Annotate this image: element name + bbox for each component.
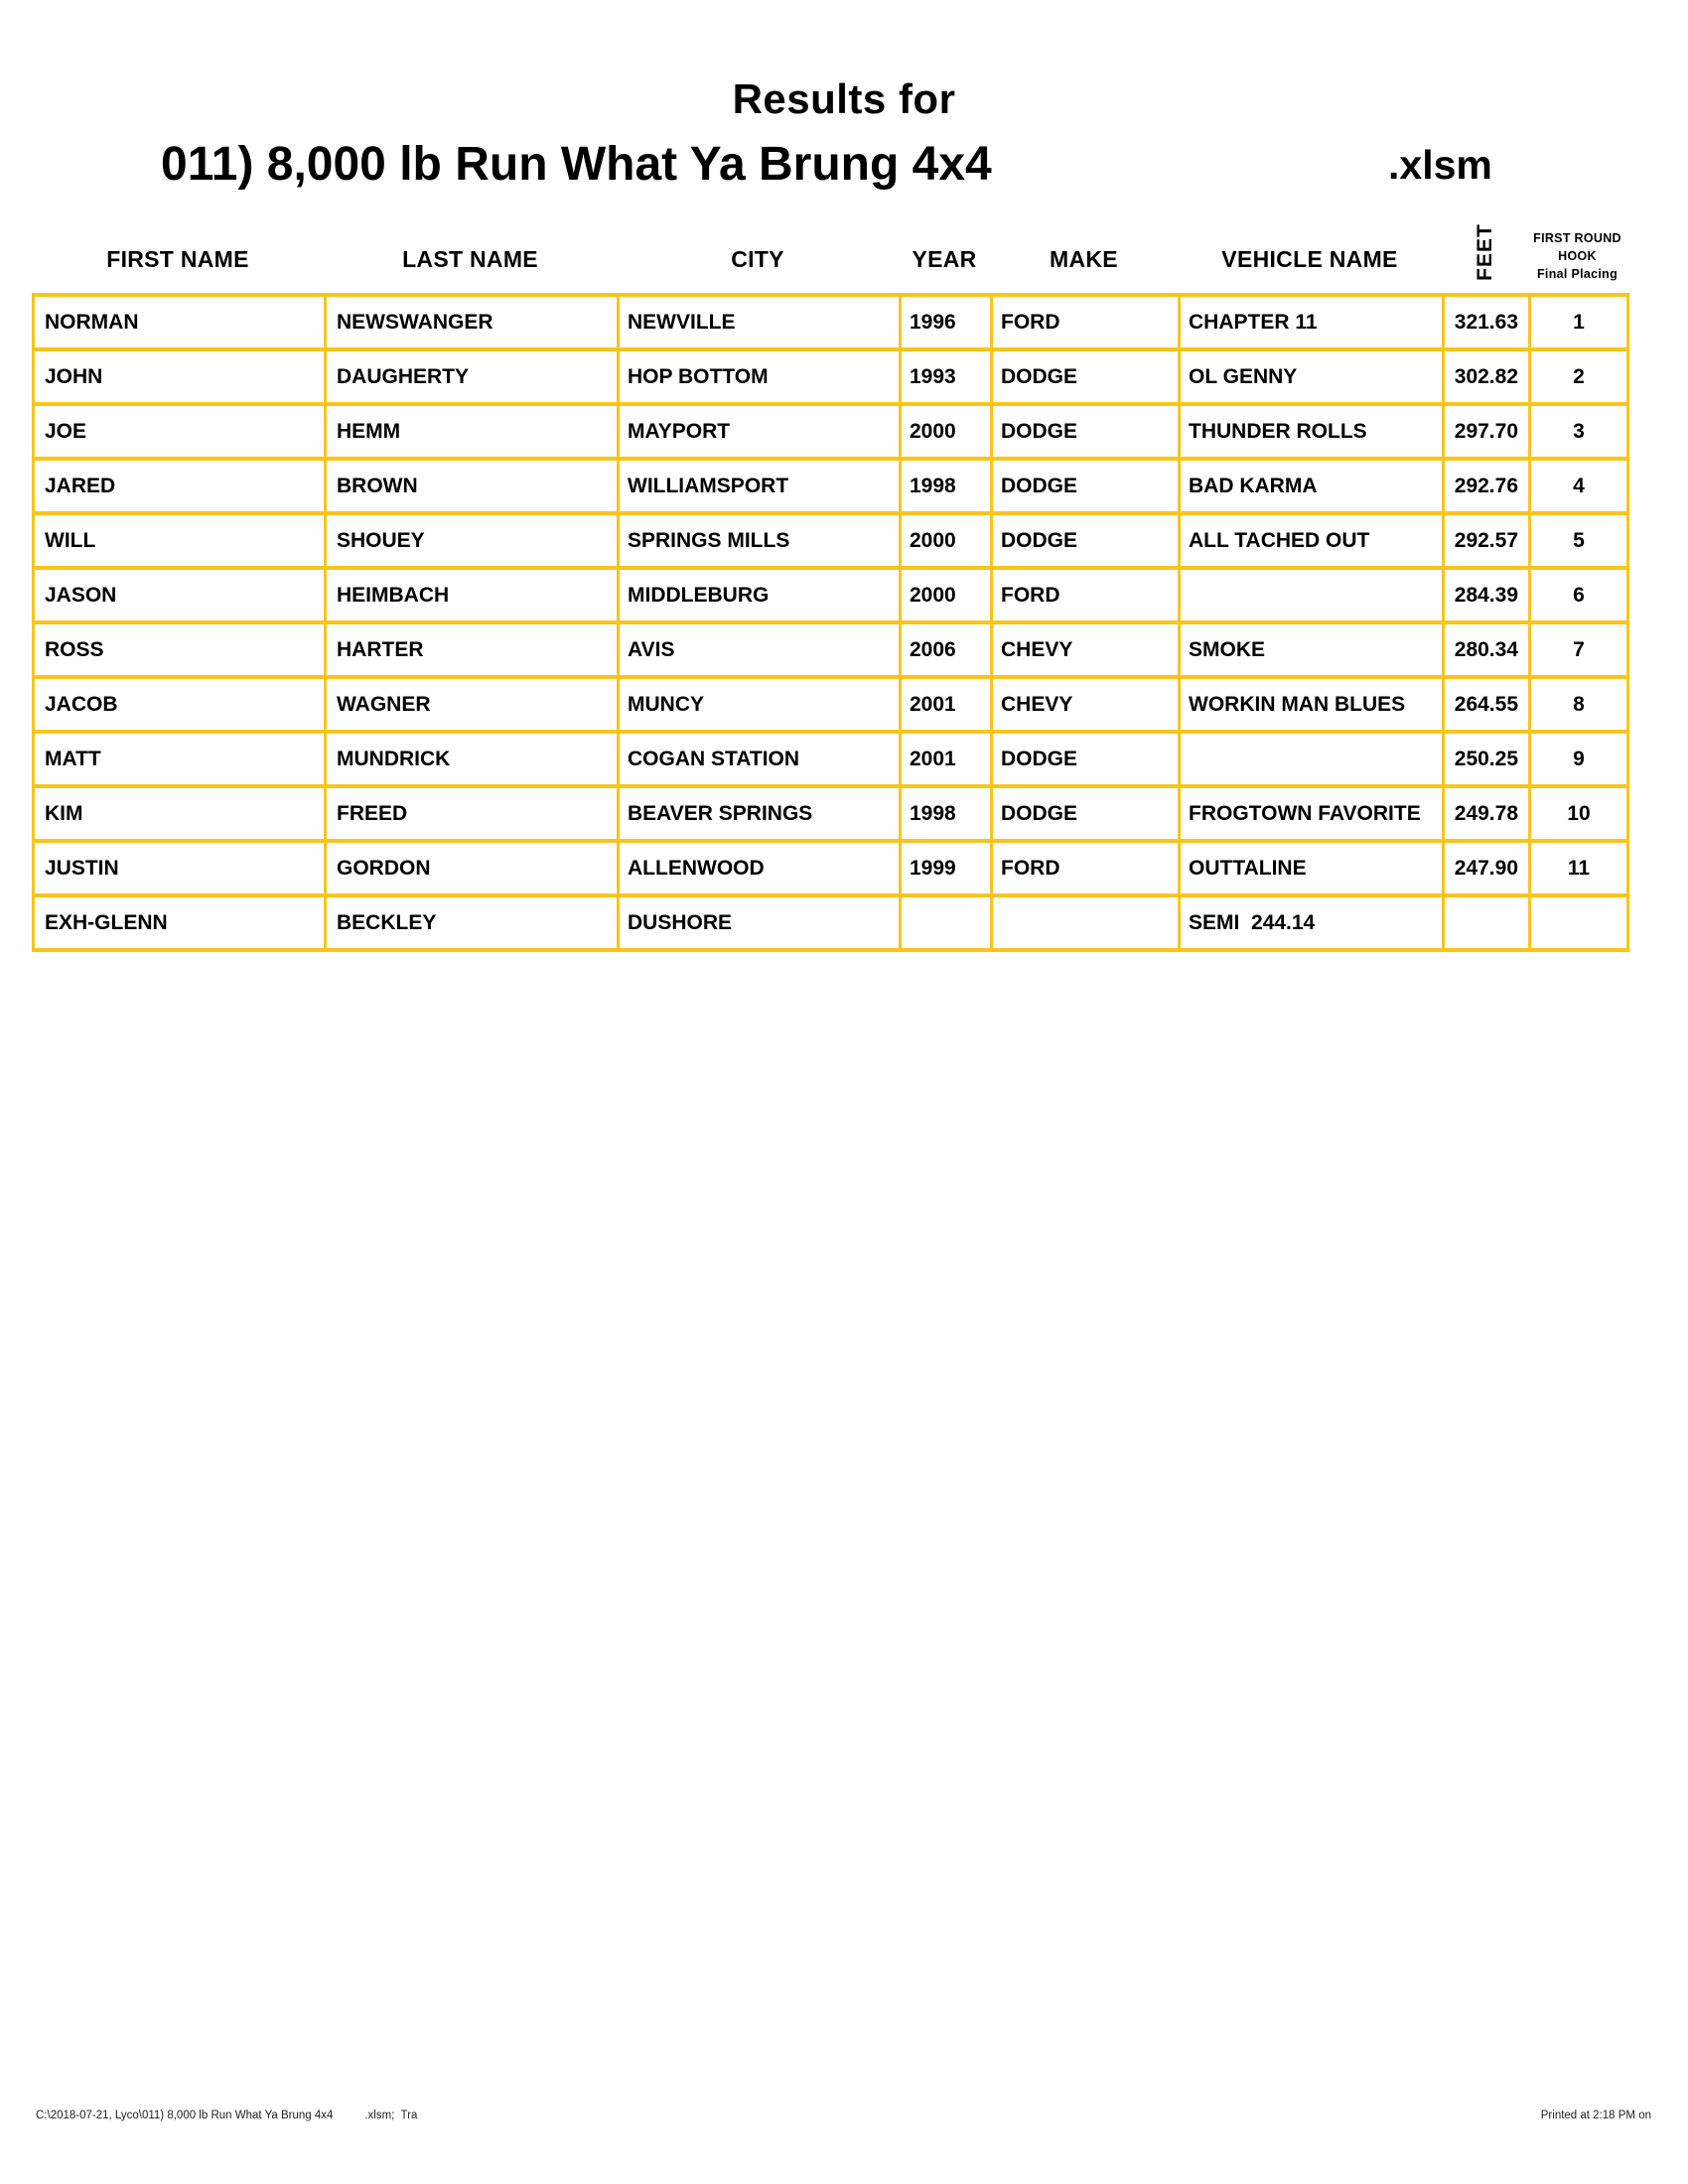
cell-city: MIDDLEBURG <box>619 568 901 622</box>
cell-make: CHEVY <box>992 622 1180 677</box>
cell-city: MUNCY <box>619 677 901 732</box>
cell-make: FORD <box>992 568 1180 622</box>
column-header-final-placing <box>1528 229 1626 283</box>
cell-first-name: EXH-GLENN <box>34 895 326 950</box>
cell-feet: 292.57 <box>1444 513 1530 568</box>
hook-header-line2: HOOK <box>1558 249 1597 263</box>
cell-city: AVIS <box>619 622 901 677</box>
column-header-vehicle-name: VEHICLE NAME <box>1221 246 1398 272</box>
cell-first-name: NORMAN <box>34 295 326 349</box>
cell-make: DODGE <box>992 732 1180 786</box>
cell-final-placing <box>1530 895 1628 950</box>
cell-final-placing: 9 <box>1530 732 1628 786</box>
hook-header-line1: FIRST ROUND <box>1533 231 1621 245</box>
cell-city: DUSHORE <box>619 895 901 950</box>
cell-final-placing: 3 <box>1530 404 1628 459</box>
table-row <box>34 732 1628 786</box>
cell-first-name: WILL <box>34 513 326 568</box>
cell-city: MAYPORT <box>619 404 901 459</box>
cell-last-name: WAGNER <box>326 677 619 732</box>
cell-vehicle-name: FROGTOWN FAVORITE <box>1180 786 1444 841</box>
cell-city: COGAN STATION <box>619 732 901 786</box>
cell-last-name: BECKLEY <box>326 895 619 950</box>
event-class-title: 011) 8,000 lb Run What Ya Brung 4x4 <box>161 138 992 191</box>
table-row <box>34 622 1628 677</box>
cell-final-placing: 6 <box>1530 568 1628 622</box>
cell-first-name: ROSS <box>34 622 326 677</box>
cell-final-placing: 1 <box>1530 295 1628 349</box>
cell-year: 2006 <box>901 622 992 677</box>
hook-header-line3: Final Placing <box>1537 267 1618 281</box>
table-row <box>34 786 1628 841</box>
cell-last-name: DAUGHERTY <box>326 349 619 404</box>
table-row <box>34 295 1628 349</box>
cell-make: DODGE <box>992 404 1180 459</box>
cell-make: DODGE <box>992 786 1180 841</box>
cell-first-name: MATT <box>34 732 326 786</box>
results-table-body <box>34 295 1628 950</box>
table-row <box>34 895 1628 950</box>
cell-last-name: GORDON <box>326 841 619 895</box>
column-header-make: MAKE <box>1050 246 1118 272</box>
cell-year: 1996 <box>901 295 992 349</box>
cell-first-name: JASON <box>34 568 326 622</box>
cell-final-placing: 8 <box>1530 677 1628 732</box>
column-header-city: CITY <box>731 246 784 272</box>
cell-feet: 250.25 <box>1444 732 1530 786</box>
cell-first-name: JARED <box>34 459 326 513</box>
cell-make: FORD <box>992 841 1180 895</box>
table-row <box>34 841 1628 895</box>
cell-feet: 249.78 <box>1444 786 1530 841</box>
cell-final-placing: 5 <box>1530 513 1628 568</box>
cell-city: NEWVILLE <box>619 295 901 349</box>
cell-first-name: JACOB <box>34 677 326 732</box>
cell-make: FORD <box>992 295 1180 349</box>
cell-first-name: JOHN <box>34 349 326 404</box>
cell-last-name: BROWN <box>326 459 619 513</box>
results-table <box>32 293 1629 952</box>
cell-last-name: HARTER <box>326 622 619 677</box>
cell-final-placing: 7 <box>1530 622 1628 677</box>
table-row <box>34 349 1628 404</box>
column-header-last-name: LAST NAME <box>402 246 538 272</box>
cell-year: 1999 <box>901 841 992 895</box>
cell-year: 1998 <box>901 786 992 841</box>
table-row <box>34 459 1628 513</box>
page-title: Results for <box>732 75 956 122</box>
cell-last-name: NEWSWANGER <box>326 295 619 349</box>
cell-feet: 321.63 <box>1444 295 1530 349</box>
cell-feet: 284.39 <box>1444 568 1530 622</box>
footer-printed-time: Printed at 2:18 PM on <box>1540 2110 1651 2121</box>
cell-make: DODGE <box>992 513 1180 568</box>
cell-make: DODGE <box>992 459 1180 513</box>
column-header-first-name: FIRST NAME <box>106 246 249 272</box>
footer-file-path: C:\2018-07-21, Lyco\011) 8,000 lb Run What Ya Brung 4x4 .xlsm; Tra <box>36 2110 418 2121</box>
cell-city: SPRINGS MILLS <box>619 513 901 568</box>
column-header-feet <box>1442 219 1528 285</box>
cell-feet: 292.76 <box>1444 459 1530 513</box>
table-row <box>34 677 1628 732</box>
cell-feet: 264.55 <box>1444 677 1530 732</box>
cell-year: 2001 <box>901 732 992 786</box>
cell-year: 2000 <box>901 513 992 568</box>
cell-make: DODGE <box>992 349 1180 404</box>
cell-make <box>992 895 1180 950</box>
cell-city: WILLIAMSPORT <box>619 459 901 513</box>
table-row <box>34 404 1628 459</box>
cell-first-name: JOE <box>34 404 326 459</box>
cell-make: CHEVY <box>992 677 1180 732</box>
table-row <box>34 568 1628 622</box>
cell-last-name: SHOUEY <box>326 513 619 568</box>
table-row <box>34 513 1628 568</box>
cell-first-name: KIM <box>34 786 326 841</box>
cell-city: HOP BOTTOM <box>619 349 901 404</box>
cell-feet: 297.70 <box>1444 404 1530 459</box>
cell-feet: 280.34 <box>1444 622 1530 677</box>
cell-city: ALLENWOOD <box>619 841 901 895</box>
column-header-year: YEAR <box>912 246 977 272</box>
cell-vehicle-name: SEMI 244.14 <box>1180 895 1444 950</box>
cell-last-name: HEMM <box>326 404 619 459</box>
cell-final-placing: 2 <box>1530 349 1628 404</box>
cell-vehicle-name <box>1180 568 1444 622</box>
cell-year: 1993 <box>901 349 992 404</box>
cell-vehicle-name: SMOKE <box>1180 622 1444 677</box>
feet-rotated-label: FEET <box>1473 223 1496 281</box>
cell-first-name: JUSTIN <box>34 841 326 895</box>
cell-final-placing: 10 <box>1530 786 1628 841</box>
cell-vehicle-name <box>1180 732 1444 786</box>
cell-feet: 247.90 <box>1444 841 1530 895</box>
file-extension-label: .xlsm <box>1388 142 1492 188</box>
cell-vehicle-name: CHAPTER 11 <box>1180 295 1444 349</box>
cell-year: 2000 <box>901 404 992 459</box>
print-footer <box>0 2110 1688 2129</box>
cell-year: 2001 <box>901 677 992 732</box>
cell-feet <box>1444 895 1530 950</box>
cell-vehicle-name: ALL TACHED OUT <box>1180 513 1444 568</box>
cell-vehicle-name: BAD KARMA <box>1180 459 1444 513</box>
cell-year <box>901 895 992 950</box>
cell-vehicle-name: OUTTALINE <box>1180 841 1444 895</box>
cell-vehicle-name: WORKIN MAN BLUES <box>1180 677 1444 732</box>
cell-feet: 302.82 <box>1444 349 1530 404</box>
cell-last-name: FREED <box>326 786 619 841</box>
cell-final-placing: 11 <box>1530 841 1628 895</box>
cell-vehicle-name: THUNDER ROLLS <box>1180 404 1444 459</box>
cell-year: 1998 <box>901 459 992 513</box>
cell-city: BEAVER SPRINGS <box>619 786 901 841</box>
table-header-row <box>32 213 1626 289</box>
cell-year: 2000 <box>901 568 992 622</box>
cell-last-name: HEIMBACH <box>326 568 619 622</box>
cell-final-placing: 4 <box>1530 459 1628 513</box>
cell-last-name: MUNDRICK <box>326 732 619 786</box>
cell-vehicle-name: OL GENNY <box>1180 349 1444 404</box>
